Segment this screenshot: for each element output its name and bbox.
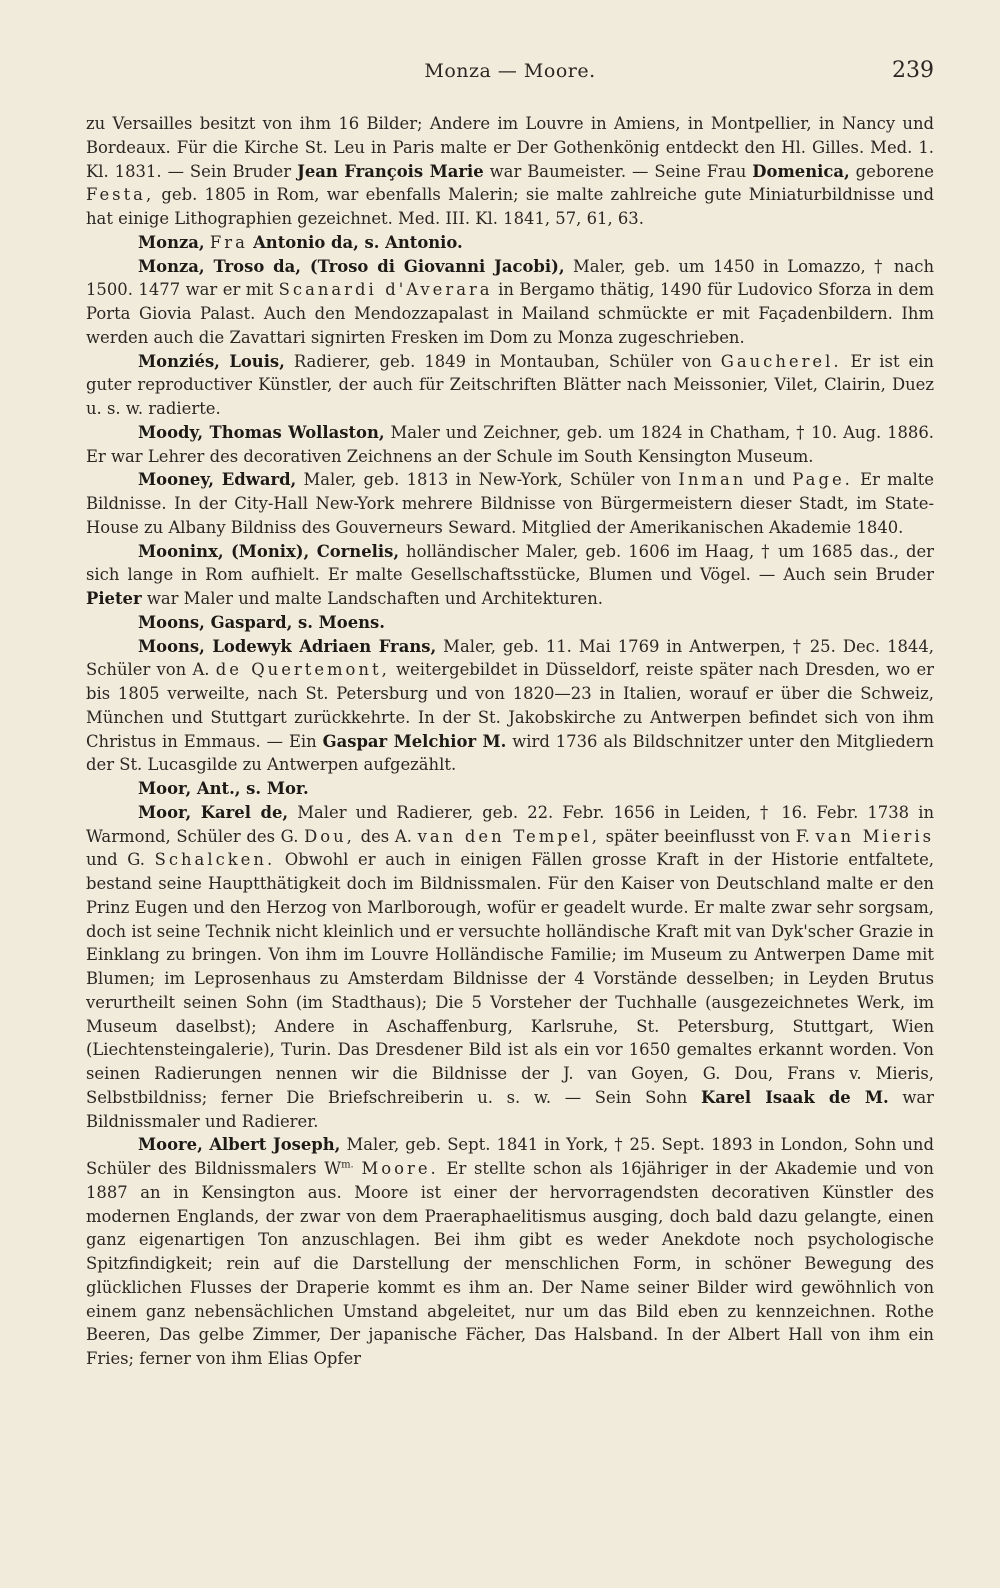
lexicon-entry xyxy=(86,635,934,778)
running-head: Monza — Moore. xyxy=(424,60,596,82)
entry-text: Maler, geb. um 1450 in Lomazzo, † nach 1500. 1477 war er mit xyxy=(86,256,934,300)
entry-text: war Baumeister. — Seine Frau xyxy=(483,161,753,181)
bold-name: Monziés, Louis, xyxy=(138,351,285,371)
entry-text: Er stellte schon als 16jähriger in der Akademie und von 1887 an in Kensington aus. Moore ist einer der hervorragendsten decorativen Künstler des modernen Englands, der zwar von dem Praeraphaelitismus ausging, doch bald dazu gelangte, einen ganz eigenartigen Ton anzuschlagen. Bei ihm gibt es weder Anekdote noch psychologische Spitzfindigkeit; rein auf die Darstellung der menschlichen Form, in schöner Bewegung des glücklichen Flusses der Draperie kommt es ihm an. Der Name seiner Bilder wird gewöhnlich von einem ganz nebensächlichen Umstand abgeleitet, nur um das Bild eben zu kennzeichnen. Rothe Beeren, Das gelbe Zimmer, Der japanische Fächer, Das Halsband. In der Albert Hall von ihm ein Fries; ferner von ihm Elias Opfer xyxy=(86,1159,934,1368)
entry-text: geb. 1805 in Rom, war ebenfalls Malerin; sie malte zahlreiche gute Miniaturbildnisse und hat einige Lithographien gezeichnet. Med. III. Kl. 1841, 57, 61, 63. xyxy=(86,185,934,228)
bold-name: Pieter xyxy=(86,589,142,608)
lexicon-entry xyxy=(86,350,934,421)
superscript-text: m. xyxy=(341,1159,354,1171)
bold-name: Moor, Ant., s. Mor. xyxy=(138,779,309,798)
lexicon-entry xyxy=(86,421,934,469)
entry-text: wird 1736 als Bildschnitzer unter den Mitgliedern der St. Lucasgilde zu Antwerpen aufgezählt. xyxy=(86,731,934,775)
spaced-name: van den Tempel, xyxy=(417,826,600,846)
entry-text: war Maler und malte Landschaften und Architekturen. xyxy=(141,589,603,608)
lexicon-entry xyxy=(86,1133,934,1371)
bold-name: Gaspar Melchior M. xyxy=(322,731,507,751)
entry-text: zu Versailles besitzt von ihm 16 Bilder; Andere im Louvre in Amiens, in Montpellier, in Nancy und Bordeaux. Für die Kirche St. Leu in Paris malte er Der Gothenkönig entdeckt den Hl. Gilles. Med. 1. Kl. 1831. — Sein Bruder xyxy=(86,114,934,181)
page-number: 239 xyxy=(892,58,934,83)
entry-text: war Bildnissmaler und Radierer. xyxy=(86,1087,934,1131)
entry-text: geborene xyxy=(849,161,934,181)
spaced-name: Dou, xyxy=(304,826,355,846)
spaced-name: Scanardi d'Averara xyxy=(278,280,493,300)
bold-name: Moore, Albert Joseph, xyxy=(138,1135,341,1155)
bold-name: Jean François Marie xyxy=(297,161,484,181)
lexicon-entry xyxy=(86,540,934,611)
bold-name: Monza, xyxy=(138,232,205,252)
lexicon-entry xyxy=(86,777,934,801)
bold-name: Domenica, xyxy=(752,161,850,181)
spaced-name: de Quertemont, xyxy=(215,660,390,680)
lexicon-entry xyxy=(86,231,934,255)
entry-text: später beeinflusst von F. xyxy=(599,826,816,846)
spaced-name: van Mieris xyxy=(815,826,934,846)
entry-text: Er ist ein guter reproductiver Künstler, der auch für Zeitschriften Blätter nach Meissonier, Vilet, Clairin, Duez u. s. w. radierte. xyxy=(86,351,934,418)
bold-name: Monza, Troso da, (Troso di Giovanni Jacobi), xyxy=(138,256,565,276)
spaced-name: Fra xyxy=(209,232,248,252)
bold-name: Moody, Thomas Wollaston, xyxy=(138,422,385,442)
lexicon-entry xyxy=(86,255,934,350)
spaced-name: Festa, xyxy=(86,185,155,205)
entry-text: und G. xyxy=(86,850,155,870)
bold-name: Mooney, Edward, xyxy=(138,470,297,490)
entry-text: in Bergamo thätig, 1490 für Ludovico Sforza in dem Porta Giovia Palast. Auch den Mendozzapalast in Mailand schmückte er mit Façadenbildern. Ihm werden auch die Zavattari signirten Fresken im Dom zu Monza zugeschrieben. xyxy=(86,280,934,347)
bold-name: Mooninx, (Monix), Cornelis, xyxy=(138,541,400,561)
entry-text: holländischer Maler, geb. 1606 im Haag, † um 1685 das., der sich lange in Rom aufhielt. Er malte Gesellschaftsstücke, Blumen und Vögel. — Auch sein Bruder xyxy=(86,541,934,585)
lexicon-entry xyxy=(86,468,934,539)
entry-text: Maler, geb. 1813 in New-York, Schüler von xyxy=(296,470,679,490)
spaced-name: Gaucherel. xyxy=(720,351,842,371)
bold-name: Moons, Lodewyk Adriaen Frans, xyxy=(138,636,437,656)
page-body xyxy=(86,112,934,1371)
spaced-name: Schalcken. xyxy=(154,850,276,870)
spaced-name: Inman xyxy=(678,470,747,490)
bold-name: Moons, Gaspard, s. Moens. xyxy=(138,612,385,632)
bold-name: Antonio da, s. Antonio. xyxy=(253,232,463,252)
page-header xyxy=(86,60,934,90)
entry-text: Radierer, geb. 1849 in Montauban, Schüler von xyxy=(284,351,721,371)
lexicon-entry xyxy=(86,611,934,635)
lexicon-entry xyxy=(86,801,934,1134)
entry-text: und xyxy=(746,470,793,490)
entry-text: Maler, geb. Sept. 1841 in York, † 25. Sept. 1893 in London, Sohn und Schüler des Bildnissmalers W xyxy=(86,1135,934,1178)
entry-text: weitergebildet in Düsseldorf, reiste später nach Dresden, wo er bis 1805 verweilte, nach St. Petersburg und von 1820—23 in Italien, worauf er über die Schweiz, München und Stuttgart zurückkehrte. In der St. Jakobskirche zu Antwerpen befindet sich von ihm Christus in Emmaus. — Ein xyxy=(86,660,934,751)
entry-text: Maler und Radierer, geb. 22. Febr. 1656 in Leiden, † 16. Febr. 1738 in Warmond, Schüler des G. xyxy=(86,802,935,846)
bold-name: Moor, Karel de, xyxy=(138,802,289,822)
spaced-name: Moore. xyxy=(361,1159,439,1178)
entry-text: Maler, geb. 11. Mai 1769 in Antwerpen, † 25. Dec. 1844, Schüler von A. xyxy=(86,636,934,680)
entry-text: Obwohl er auch in einigen Fällen grosse Kraft in der Historie entfaltete, bestand seine Hauptthätigkeit doch im Bildnissmalen. Für den Kaiser von Deutschland malte er den Prinz Eugen und den Herzog von Marlborough, wofür er geadelt wurde. Er malte zwar sehr sorgsam, doch ist seine Technik nicht kleinlich und er versuchte holländische Kraft mit van Dyk'scher Grazie in Einklang zu bringen. Von ihm im Louvre Holländische Familie; im Museum zu Antwerpen Dame mit Blumen; im Leprosenhaus zu Amsterdam Bildnisse der 4 Vorstände desselben; in Leyden Brutus verurtheilt seinen Sohn (im Stadthaus); Die 5 Vorsteher der Tuchhalle (ausgezeichnetes Werk, im Museum daselbst); Andere in Aschaffenburg, Karlsruhe, St. Petersburg, Stuttgart, Wien (Liechtensteingalerie), Turin. Das Dresdener Bild ist als ein vor 1650 gemaltes erkannt worden. Von seinen Radierungen nennen wir die Bildnisse der J. van Goyen, G. Dou, Frans v. Mieris, Selbstbildniss; ferner Die Briefschreiberin u. s. w. — Sein Sohn xyxy=(86,850,934,1107)
lexicon-entry xyxy=(86,112,934,231)
spaced-name: Page. xyxy=(792,470,853,490)
entry-text: Maler und Zeichner, geb. um 1824 in Chatham, † 10. Aug. 1886. Er war Lehrer des decorativen Zeichnens an der Schule im South Kensington Museum. xyxy=(86,422,934,466)
entry-text: des A. xyxy=(354,826,418,846)
bold-name: Karel Isaak de M. xyxy=(700,1087,889,1107)
entry-text: Er malte Bildnisse. In der City-Hall New-York mehrere Bildnisse von Bürgermeistern dieser Stadt, im State-House zu Albany Bildniss des Gouverneurs Seward. Mitglied der Amerikanischen Akademie 1840. xyxy=(86,470,934,537)
